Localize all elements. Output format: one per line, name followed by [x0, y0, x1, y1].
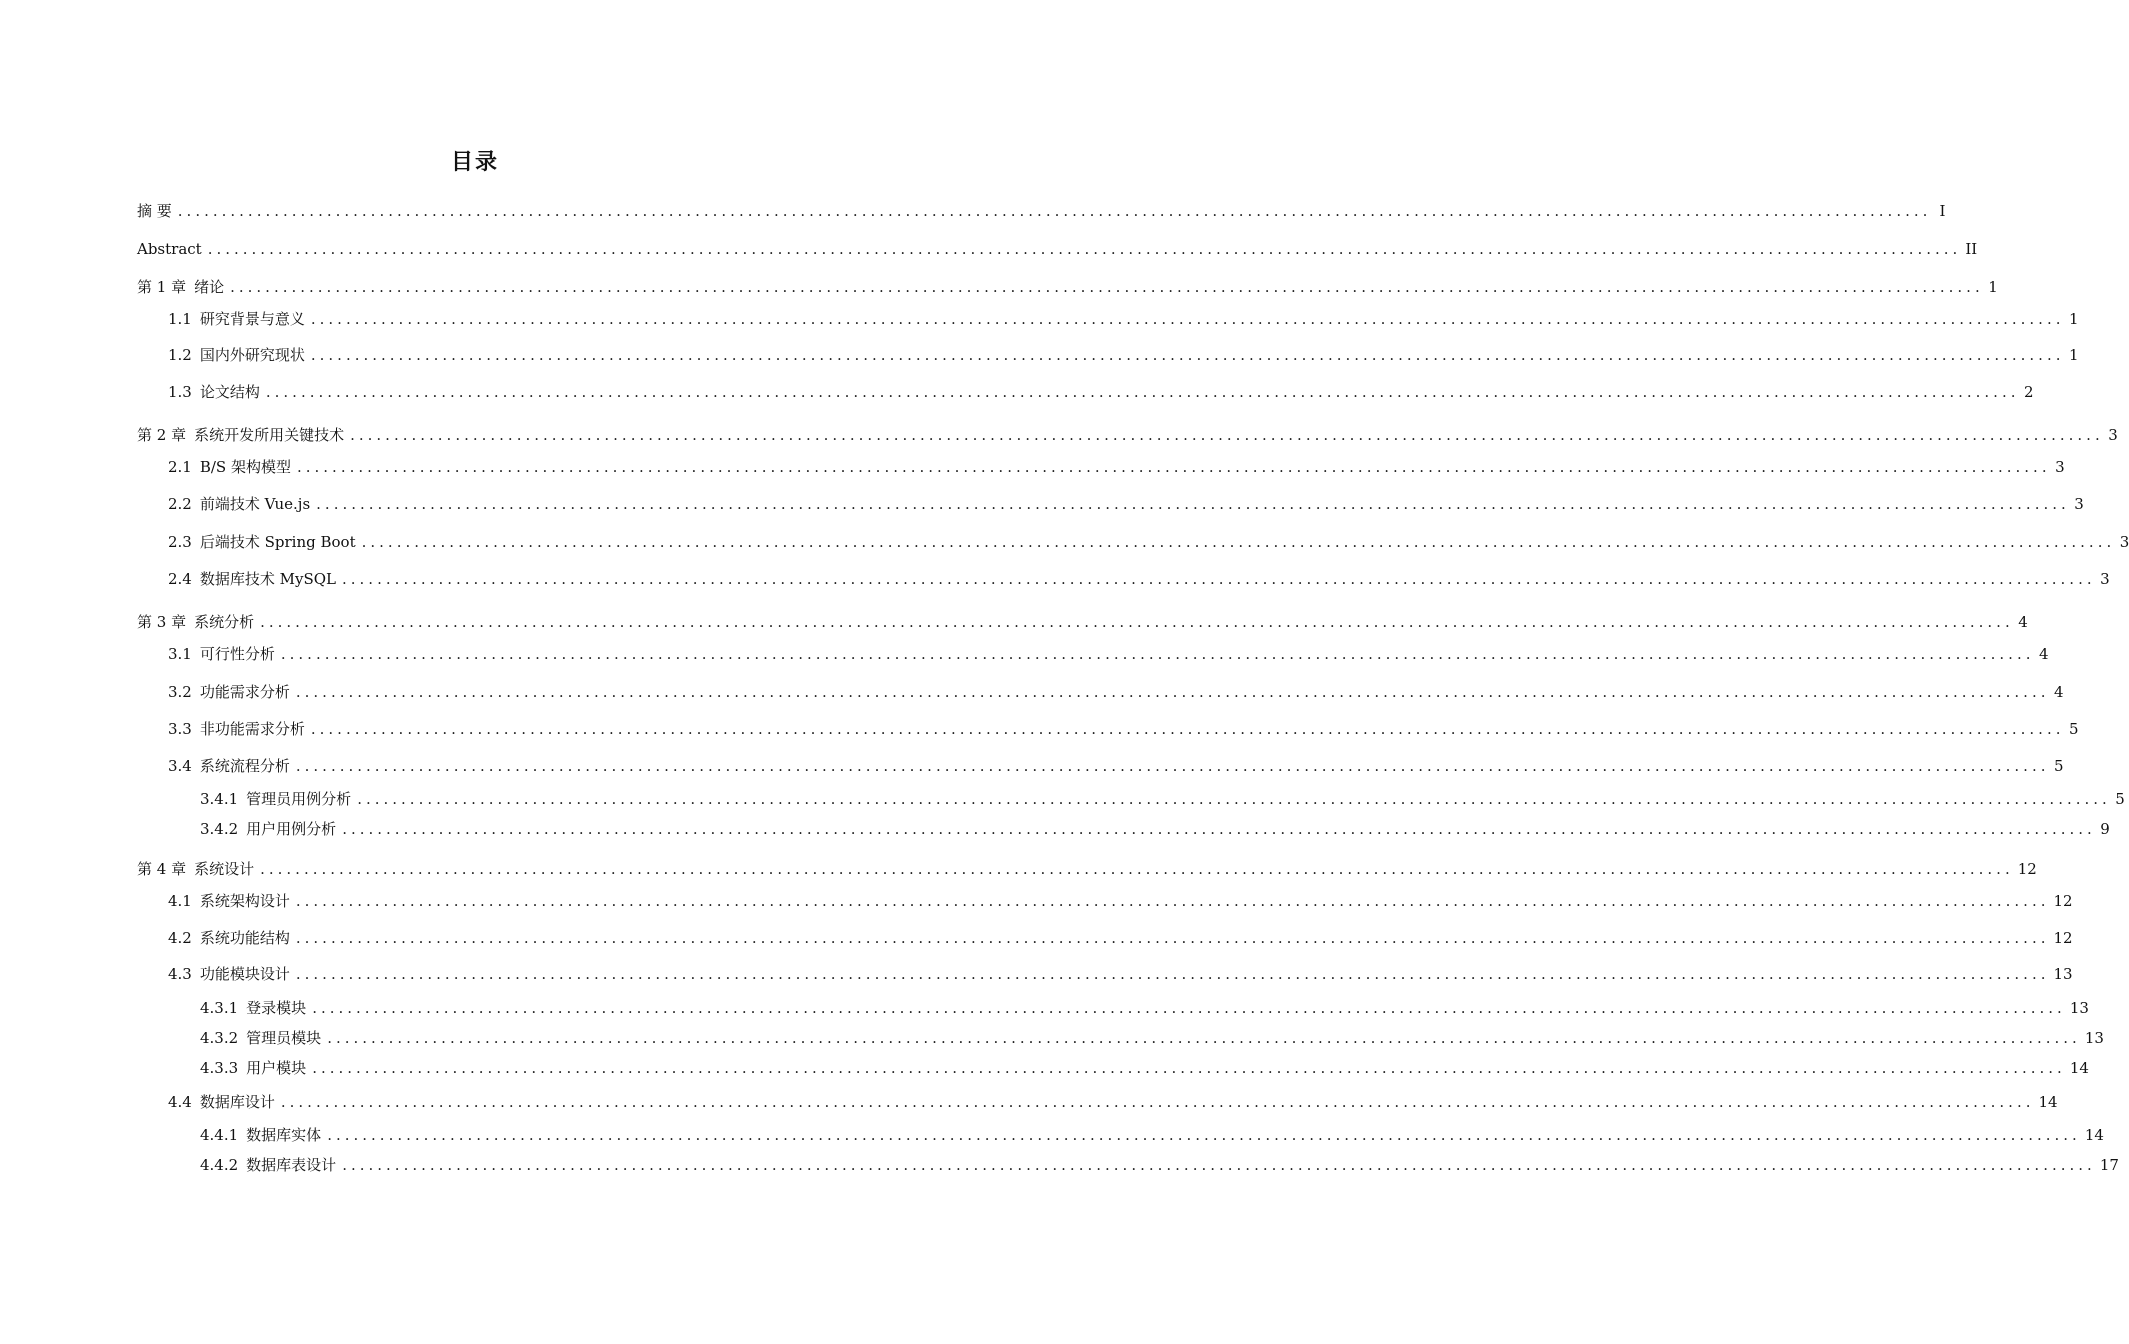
toc-entry-label: 前端技术 Vue.js [199, 495, 311, 513]
toc-entry-label: 系统设计 [194, 860, 255, 878]
toc-entry-label: 数据库实体 [246, 1126, 322, 1144]
toc-entry-number: 4.3 [168, 965, 192, 983]
toc-entry[interactable] [0, 344, 2079, 366]
toc-entry-number: 第 1 章 [137, 278, 187, 296]
dot-leader: ........................................................................................................................................................................................................ [177, 202, 1932, 220]
toc-entry-number: 4.4.2 [200, 1156, 239, 1174]
toc-entry-page-number: 13 [2084, 1029, 2104, 1047]
dot-leader: ........................................................................................................................................................................................................ [230, 278, 1984, 296]
toc-entry-number: 1.1 [168, 310, 192, 328]
toc-entry[interactable] [0, 568, 2110, 590]
toc-entry-number: 2.1 [168, 458, 192, 476]
toc-entry-number: 4.3.2 [200, 1029, 239, 1047]
toc-entry[interactable] [0, 531, 2129, 553]
toc-entry-page-number: 9 [2100, 820, 2110, 838]
toc-entry-label: 研究背景与意义 [199, 310, 305, 328]
dot-leader: ........................................................................................................................................................................................................ [265, 383, 2020, 401]
toc-entry[interactable] [0, 424, 2118, 446]
toc-entry-label: 功能需求分析 [199, 683, 290, 701]
toc-entry[interactable] [0, 681, 2064, 703]
toc-entry-number: 3.4.2 [200, 820, 239, 838]
toc-entry-number: 4.3.3 [200, 1059, 239, 1077]
toc-entry-label: 后端技术 Spring Boot [199, 533, 356, 551]
toc-entry[interactable] [0, 456, 2065, 478]
toc-entry-number: 4.4 [168, 1093, 192, 1111]
toc-entry-label: 绪论 [194, 278, 225, 296]
toc-entry-number: 2.2 [168, 495, 192, 513]
dot-leader: ........................................................................................................................................................................................................ [327, 1126, 2081, 1144]
dot-leader: ........................................................................................................................................................................................................ [280, 1093, 2035, 1111]
toc-entry[interactable] [0, 276, 1998, 298]
toc-entry[interactable] [0, 200, 1946, 222]
toc-entry[interactable] [0, 493, 2084, 515]
toc-entry-number: 4.1 [168, 892, 192, 910]
toc-entry-page-number: 12 [2053, 892, 2073, 910]
dot-leader: ........................................................................................................................................................................................................ [361, 533, 2116, 551]
toc-entry[interactable] [0, 963, 2073, 985]
toc-entry[interactable] [0, 381, 2034, 403]
toc-entry[interactable] [0, 1154, 2119, 1176]
dot-leader: ........................................................................................................................................................................................................ [327, 1029, 2081, 1047]
toc-entry-page-number: 5 [2068, 720, 2079, 738]
toc-entry[interactable] [0, 1091, 2058, 1113]
toc-entry-number: 4.4.1 [200, 1126, 239, 1144]
toc-entry-label: 系统开发所用关键技术 [194, 426, 345, 444]
dot-leader: ........................................................................................................................................................................................................ [316, 495, 2070, 513]
toc-entry-page-number: 3 [2100, 570, 2110, 588]
dot-leader: ........................................................................................................................................................................................................ [260, 860, 2014, 878]
toc-entry-label: 论文结构 [199, 383, 260, 401]
toc-entry-page-number: 12 [2017, 860, 2037, 878]
toc-entry-label: 登录模块 [246, 999, 307, 1017]
toc-entry-label: 数据库表设计 [246, 1156, 337, 1174]
toc-entry-page-number: 1 [2068, 346, 2079, 364]
dot-leader: ........................................................................................................................................................................................................ [280, 645, 2035, 663]
toc-entry-label: 系统功能结构 [199, 929, 290, 947]
toc-entry-page-number: 3 [2119, 533, 2129, 551]
toc-entry-page-number: 4 [2038, 645, 2049, 663]
toc-entry-number: 3.3 [168, 720, 192, 738]
toc-entry-page-number: 2 [2023, 383, 2034, 401]
toc-entry[interactable] [0, 818, 2110, 840]
dot-leader: ........................................................................................................................................................................................................ [295, 965, 2050, 983]
toc-entry-page-number: 5 [2115, 790, 2125, 808]
toc-entry-page-number: 13 [2053, 965, 2073, 983]
toc-entry-page-number: 17 [2099, 1156, 2119, 1174]
toc-entry-number: 第 2 章 [137, 426, 187, 444]
toc-entry-label: B/S 架构模型 [199, 458, 291, 476]
toc-entry-label: 数据库设计 [199, 1093, 275, 1111]
toc-entry-label: 功能模块设计 [199, 965, 290, 983]
dot-leader: ........................................................................................................................................................................................................ [350, 426, 2104, 444]
toc-entry-page-number: I [1939, 202, 1946, 220]
toc-entry-number: 第 3 章 [137, 613, 187, 631]
toc-entry-page-number: 1 [2068, 310, 2079, 328]
dot-leader: ........................................................................................................................................................................................................ [342, 820, 2096, 838]
toc-entry[interactable] [0, 1124, 2104, 1146]
toc-entry[interactable] [0, 643, 2049, 665]
toc-entry-number: 3.4.1 [200, 790, 239, 808]
toc-entry-label: 非功能需求分析 [199, 720, 305, 738]
toc-entry-label: 管理员用例分析 [246, 790, 352, 808]
toc-entry[interactable] [0, 788, 2125, 810]
toc-entry[interactable] [0, 755, 2064, 777]
toc-entry-number: 2.4 [168, 570, 192, 588]
toc-entry[interactable] [0, 1057, 2089, 1079]
toc-entry-page-number: 14 [2038, 1093, 2058, 1111]
toc-entry[interactable] [0, 997, 2089, 1019]
dot-leader: ........................................................................................................................................................................................................ [357, 790, 2111, 808]
toc-entry-page-number: 5 [2053, 757, 2064, 775]
dot-leader: ........................................................................................................................................................................................................ [342, 570, 2096, 588]
toc-entry-number: 2.3 [168, 533, 192, 551]
toc-entry-label: 用户模块 [246, 1059, 307, 1077]
toc-entry[interactable] [0, 1027, 2104, 1049]
toc-entry-label: 系统架构设计 [199, 892, 290, 910]
toc-entry[interactable] [0, 238, 1978, 260]
dot-leader: ........................................................................................................................................................................................................ [342, 1156, 2096, 1174]
toc-entry[interactable] [0, 718, 2079, 740]
toc-entry-page-number: 4 [2053, 683, 2064, 701]
dot-leader: ........................................................................................................................................................................................................ [312, 999, 2066, 1017]
toc-entry-number: 1.2 [168, 346, 192, 364]
dot-leader: ........................................................................................................................................................................................................ [295, 757, 2050, 775]
dot-leader: ........................................................................................................................................................................................................ [312, 1059, 2066, 1077]
toc-entry-number: 摘 要 [137, 202, 172, 220]
toc-entry-label: 用户用例分析 [246, 820, 337, 838]
toc-entry-page-number: 1 [1988, 278, 1998, 296]
toc-entry-label: 可行性分析 [199, 645, 275, 663]
toc-entry-page-number: 3 [2108, 426, 2118, 444]
toc-entry-page-number: 13 [2069, 999, 2089, 1017]
toc-entry-page-number: 3 [2055, 458, 2065, 476]
dot-leader: ........................................................................................................................................................................................................ [295, 929, 2050, 947]
toc-entry-number: 1.3 [168, 383, 192, 401]
dot-leader: ........................................................................................................................................................................................................ [310, 720, 2065, 738]
toc-entry-number: 3.4 [168, 757, 192, 775]
toc-entry-number: 4.3.1 [200, 999, 239, 1017]
toc-entry-number: Abstract [137, 240, 202, 258]
toc-entry-label: 系统流程分析 [199, 757, 290, 775]
toc-entry-label: 国内外研究现状 [199, 346, 305, 364]
toc-entry-page-number: 14 [2069, 1059, 2089, 1077]
dot-leader: ........................................................................................................................................................................................................ [296, 458, 2051, 476]
toc-entry-number: 3.1 [168, 645, 192, 663]
toc-entry[interactable] [0, 611, 2028, 633]
toc-entry[interactable] [0, 927, 2073, 949]
toc-entry-page-number: II [1965, 240, 1978, 258]
toc-entry[interactable] [0, 890, 2073, 912]
toc-entry-page-number: 3 [2074, 495, 2084, 513]
page-title: 目录 [450, 150, 499, 175]
toc-entry-label: 系统分析 [194, 613, 255, 631]
dot-leader: ........................................................................................................................................................................................................ [295, 892, 2050, 910]
dot-leader: ........................................................................................................................................................................................................ [295, 683, 2050, 701]
toc-entry[interactable] [0, 308, 2079, 330]
toc-entry-number: 第 4 章 [137, 860, 187, 878]
toc-entry-page-number: 12 [2053, 929, 2073, 947]
dot-leader: ........................................................................................................................................................................................................ [260, 613, 2014, 631]
dot-leader: ........................................................................................................................................................................................................ [310, 346, 2065, 364]
toc-entry-page-number: 14 [2084, 1126, 2104, 1144]
toc-entry-number: 3.2 [168, 683, 192, 701]
dot-leader: ........................................................................................................................................................................................................ [207, 240, 1962, 258]
toc-entry-page-number: 4 [2018, 613, 2028, 631]
dot-leader: ........................................................................................................................................................................................................ [310, 310, 2065, 328]
toc-entry-number: 4.2 [168, 929, 192, 947]
toc-entry-label: 数据库技术 MySQL [199, 570, 336, 588]
toc-entry-label: 管理员模块 [246, 1029, 322, 1047]
toc-entry[interactable] [0, 858, 2037, 880]
